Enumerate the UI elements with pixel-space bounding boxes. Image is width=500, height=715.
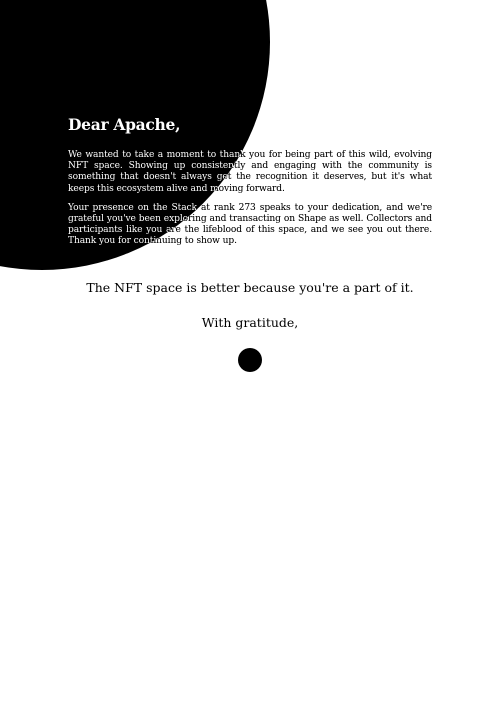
closing-block	[0, 279, 500, 332]
letter-body	[68, 114, 432, 256]
signature-dot-icon	[238, 348, 262, 372]
paragraph-thanks: We wanted to take a moment to thank you for being part of this wild, evolving NFT space. Showing up consistently and engaging with the community is something that doesn't always get the recognition it deserves, but it's what keeps this ecosystem alive and moving forward.	[68, 150, 432, 194]
signoff: With gratitude,	[201, 315, 299, 330]
tagline: The NFT space is better because you're a part of it.	[86, 280, 414, 295]
greeting: Dear Apache,	[68, 115, 181, 134]
paragraph-stack-rank: Your presence on the Stack at rank 273 speaks to your dedication, and we're grateful you've been exploring and transacting on Shape as well. Collectors and participants like you are the lifeblood of this space, and we see you out there. Thank you for continuing to show up.	[68, 202, 432, 247]
